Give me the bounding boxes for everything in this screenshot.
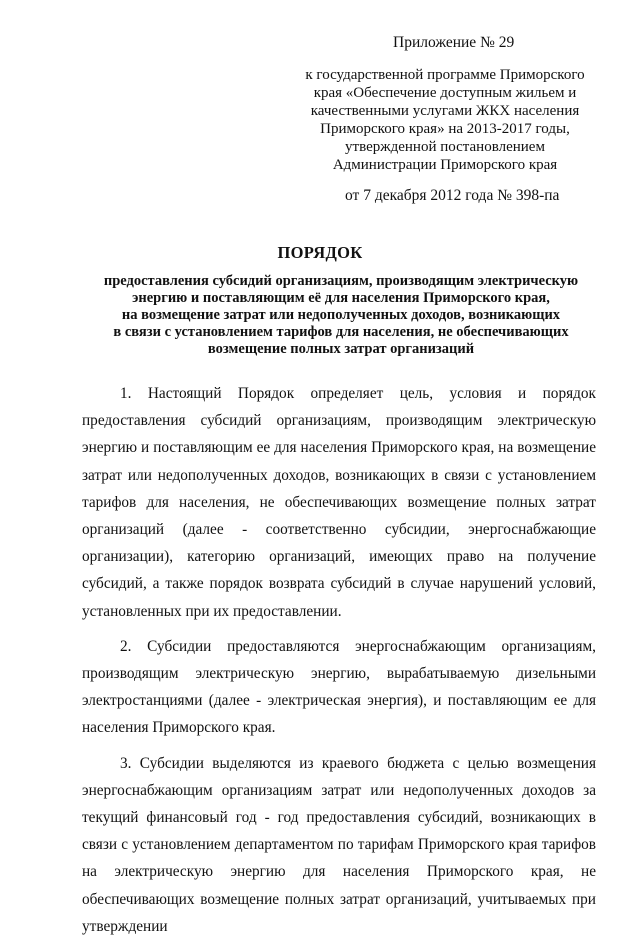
- appendix-reference: [300, 66, 590, 174]
- subtitle-line: в связи с установлением тарифов для населения, не обеспечивающих: [113, 324, 569, 340]
- paragraph-1: 1. Настоящий Порядок определяет цель, условия и порядок предоставления субсидий организациям, производящим электрическую энергию и поставляющим ее для населения Приморского края, на возмещение затрат или недополученных доходов, возникающих в связи с установлением тарифов для населения, не обеспечивающих возмещение полных затрат организаций (далее - соответственно субсидии, энергоснабжающие организации), категорию организаций, имеющих право на получение субсидий, а также порядок возврата субсидий в случае нарушений условий, установленных при их предоставлении.: [82, 385, 596, 620]
- appendix-line: Приморского края» на 2013-2017 годы,: [320, 121, 570, 137]
- appendix-line: края «Обеспечение доступным жильем и: [313, 85, 577, 101]
- subtitle-line: возмещение полных затрат организаций: [207, 341, 475, 357]
- document-title: ПОРЯДОК: [277, 243, 363, 262]
- subtitle-line: на возмещение затрат или недополученных доходов, возникающих: [121, 307, 561, 323]
- appendix-line: качественными услугами ЖКХ населения: [310, 103, 580, 119]
- appendix-number: Приложение № 29: [393, 34, 515, 51]
- appendix-line: Администрации Приморского края: [332, 157, 558, 173]
- decree-date: от 7 декабря 2012 года № 398-па: [345, 187, 560, 204]
- paragraph-3: 3. Субсидии выделяются из краевого бюджета с целью возмещения энергоснабжающим организациям затрат или недополученных доходов за текущий финансовый год - год предоставления субсидий, возникающих в связи с установлением департаментом по тарифам Приморского края тарифов на электрическую энергию для населения Приморского края, не обеспечивающих возмещение полных затрат организаций, учитываемых при утверждении: [82, 754, 596, 935]
- document-subtitle: [80, 273, 602, 358]
- subtitle-line: энергию и поставляющим её для населения Приморского края,: [132, 290, 550, 306]
- paragraph-2: 2. Субсидии предоставляются энергоснабжающим организациям, производящим электрическую энергию, вырабатываемую дизельными электростанциями (далее - электрическая энергия), и поставляющим ее для населения Приморского края.: [82, 637, 596, 737]
- appendix-line: утвержденной постановлением: [345, 139, 545, 155]
- document-body: [82, 380, 596, 948]
- appendix-line: к государственной программе Приморского: [305, 67, 585, 83]
- subtitle-line: предоставления субсидий организациям, производящим электрическую: [103, 273, 579, 289]
